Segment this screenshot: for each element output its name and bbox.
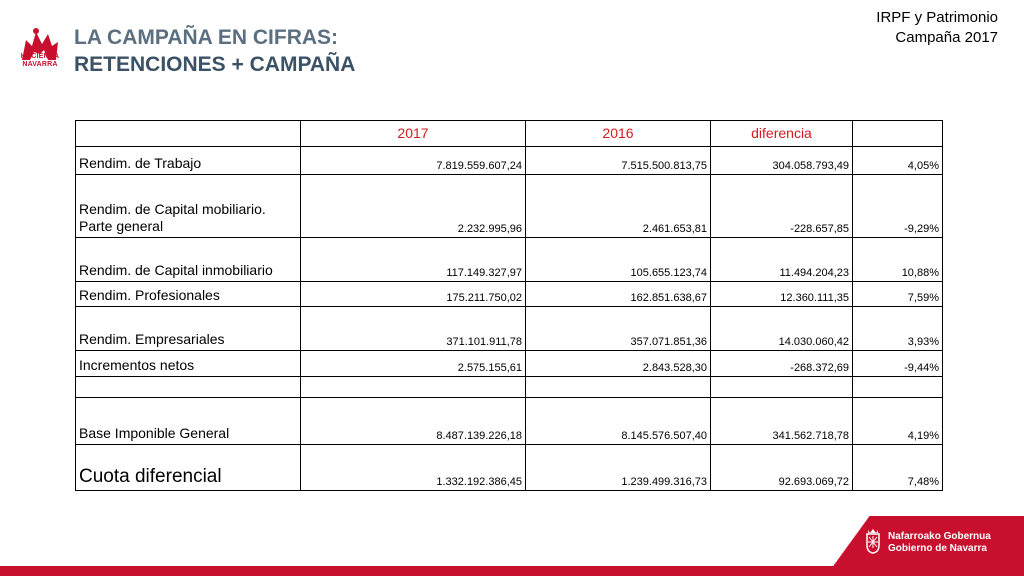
table-header-row (76, 121, 943, 147)
cell-pct: -9,29% (853, 175, 943, 238)
cell-2017: 117.149.327,97 (301, 238, 526, 282)
header-cell-pct (853, 121, 943, 147)
table-row (76, 351, 943, 377)
table-row (76, 445, 943, 491)
cell-2016: 162.851.638,67 (526, 282, 711, 307)
cell-pct: 3,93% (853, 307, 943, 351)
row-label: Rendim. de Capital inmobiliario (76, 238, 301, 282)
cell-diferencia: 92.693.069,72 (711, 445, 853, 491)
row-label: Rendim. de Capital mobiliario. Parte general (76, 175, 301, 238)
cell-diferencia: 304.058.793,49 (711, 147, 853, 175)
gov-line2: Gobierno de Navarra (888, 543, 987, 554)
logo-text (12, 53, 68, 69)
cell-2016: 2.843.528,30 (526, 351, 711, 377)
government-caption (888, 531, 991, 555)
row-label (76, 377, 301, 398)
logo-line2: NAVARRA (22, 61, 58, 68)
logo-line1: HACIENDA (20, 53, 60, 60)
cell-pct: -9,44% (853, 351, 943, 377)
page-title (74, 24, 355, 78)
cell-diferencia: 12.360.111,35 (711, 282, 853, 307)
cell-2016: 357.071.851,36 (526, 307, 711, 351)
cell-2017: 2.575.155,61 (301, 351, 526, 377)
cell-pct: 4,05% (853, 147, 943, 175)
table-row (76, 175, 943, 238)
header-cell-2017: 2017 (301, 121, 526, 147)
header-cell-empty (76, 121, 301, 147)
data-table (75, 120, 943, 491)
cell-2017: 1.332.192.386,45 (301, 445, 526, 491)
cell-diferencia (711, 377, 853, 398)
title-line1: LA CAMPAÑA EN CIFRAS: (74, 26, 339, 49)
row-label: Rendim. Empresariales (76, 307, 301, 351)
cell-2017: 7.819.559.607,24 (301, 147, 526, 175)
gov-line1: Nafarroako Gobernua (888, 531, 991, 542)
cell-pct: 4,19% (853, 398, 943, 445)
cell-diferencia: 14.030.060,42 (711, 307, 853, 351)
table-row-empty (76, 377, 943, 398)
cell-2017: 8.487.139.226,18 (301, 398, 526, 445)
navarra-shield-icon (864, 528, 882, 554)
corner-line1: IRPF y Patrimonio (876, 9, 998, 26)
cell-2016: 8.145.576.507,40 (526, 398, 711, 445)
table-row (76, 238, 943, 282)
corner-line2: Campaña 2017 (895, 29, 998, 46)
cell-2017 (301, 377, 526, 398)
table-row (76, 147, 943, 175)
row-label: Cuota diferencial (76, 445, 301, 491)
cell-2017: 175.211.750,02 (301, 282, 526, 307)
table-row (76, 398, 943, 445)
row-label: Incrementos netos (76, 351, 301, 377)
cell-2017: 371.101.911,78 (301, 307, 526, 351)
cell-diferencia: 341.562.718,78 (711, 398, 853, 445)
header-cell-2016: 2016 (526, 121, 711, 147)
cell-2016: 105.655.123,74 (526, 238, 711, 282)
cell-pct: 7,48% (853, 445, 943, 491)
table-row (76, 282, 943, 307)
title-line2: RETENCIONES + CAMPAÑA (74, 53, 356, 76)
row-label: Rendim. de Trabajo (76, 147, 301, 175)
cell-pct: 10,88% (853, 238, 943, 282)
cell-diferencia: 11.494.204,23 (711, 238, 853, 282)
corner-caption (876, 8, 998, 48)
cell-2016: 2.461.653,81 (526, 175, 711, 238)
cell-pct: 7,59% (853, 282, 943, 307)
cell-pct (853, 377, 943, 398)
header-cell-diferencia: diferencia (711, 121, 853, 147)
row-label: Base Imponible General (76, 398, 301, 445)
cell-diferencia: -228.657,85 (711, 175, 853, 238)
cell-2016: 7.515.500.813,75 (526, 147, 711, 175)
cell-diferencia: -268.372,69 (711, 351, 853, 377)
cell-2016: 1.239.499.316,73 (526, 445, 711, 491)
cell-2017: 2.232.995,96 (301, 175, 526, 238)
row-label: Rendim. Profesionales (76, 282, 301, 307)
table-row (76, 307, 943, 351)
cell-2016 (526, 377, 711, 398)
